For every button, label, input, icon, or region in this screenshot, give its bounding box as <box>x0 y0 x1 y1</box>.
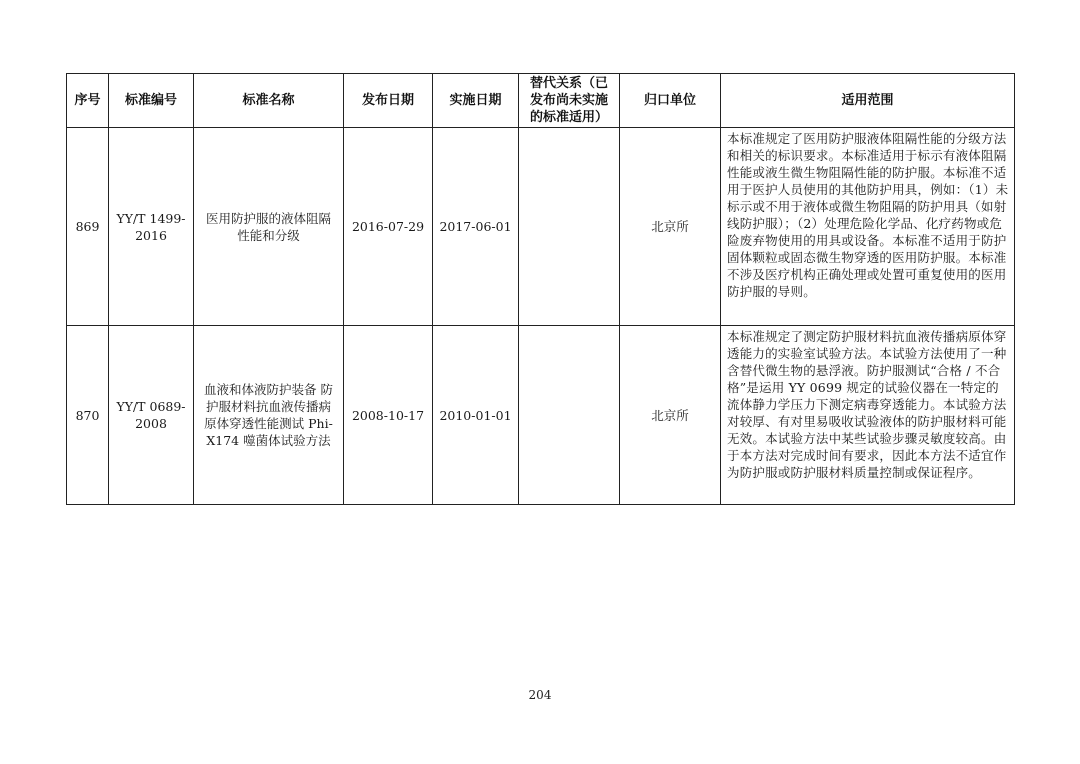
cell-seq: 869 <box>67 128 109 326</box>
cell-effective-date: 2017-06-01 <box>433 128 519 326</box>
header-effective-date: 实施日期 <box>433 74 519 128</box>
cell-effective-date: 2010-01-01 <box>433 326 519 505</box>
cell-replacement <box>519 326 620 505</box>
header-name: 标准名称 <box>194 74 344 128</box>
page-number: 204 <box>528 688 552 702</box>
cell-unit: 北京所 <box>620 326 721 505</box>
table-row <box>67 326 1015 505</box>
cell-replacement <box>519 128 620 326</box>
header-scope: 适用范围 <box>721 74 1015 128</box>
cell-name: 血液和体液防护装备 防护服材料抗血液传播病原体穿透性能测试 Phi-X174 噬菌体试验方法 <box>194 326 344 505</box>
cell-code: YY/T 1499-2016 <box>109 128 194 326</box>
cell-publish-date: 2008-10-17 <box>344 326 433 505</box>
cell-code: YY/T 0689-2008 <box>109 326 194 505</box>
cell-name: 医用防护服的液体阻隔性能和分级 <box>194 128 344 326</box>
header-seq: 序号 <box>67 74 109 128</box>
standards-table <box>66 73 1015 505</box>
header-publish-date: 发布日期 <box>344 74 433 128</box>
table-row <box>67 128 1015 326</box>
header-code: 标准编号 <box>109 74 194 128</box>
cell-publish-date: 2016-07-29 <box>344 128 433 326</box>
table-header-row <box>67 74 1015 128</box>
cell-unit: 北京所 <box>620 128 721 326</box>
header-unit: 归口单位 <box>620 74 721 128</box>
cell-seq: 870 <box>67 326 109 505</box>
cell-scope: 本标准规定了测定防护服材料抗血液传播病原体穿透能力的实验室试验方法。本试验方法使用了一种含替代微生物的悬浮液。防护服测试“合格 / 不合格”是运用 YY 0699 规定的试验仪器在一特定的流体静力学压力下测定病毒穿透能力。本试验方法对较厚、有对里易吸收试验液体的防护服材料可能无效。本试验方法中某些试验步骤灵敏度较高。由于本方法对完成时间有要求，因此本方法不适宜作为防护服或防护服材料质量控制或保证程序。 <box>721 326 1015 505</box>
cell-scope: 本标准规定了医用防护服液体阻隔性能的分级方法和相关的标识要求。本标准适用于标示有液体阻隔性能或液生微生物阻隔性能的防护服。本标准不适用于医护人员使用的其他防护用具，例如：（1）未标示或不用于液体或微生物阻隔的防护用具（如射线防护服）；（2）处理危险化学品、化疗药物或危险废弃物使用的用具或设备。本标准不适用于防护固体颗粒或固态微生物穿透的医用防护服。本标准不涉及医疗机构正确处理或处置可重复使用的医用防护服的导则。 <box>721 128 1015 326</box>
header-replacement: 替代关系（已发布尚未实施的标准适用） <box>519 74 620 128</box>
